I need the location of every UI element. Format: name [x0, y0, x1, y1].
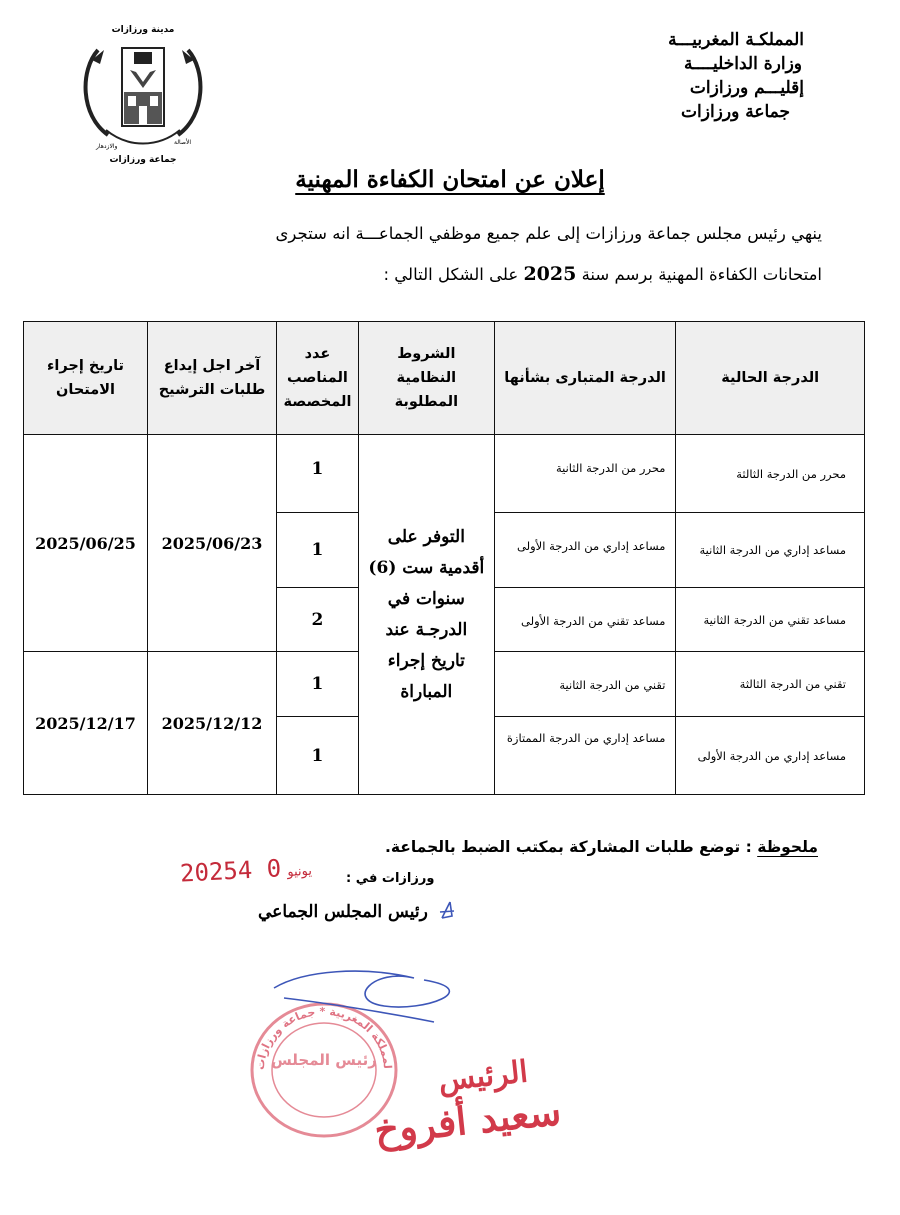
header-conditions: الشروط النظامية المطلوبة — [358, 322, 494, 435]
header-posts: عدد المناصب المخصصة — [276, 322, 358, 435]
target-grade-cell: محرر من الدرجة الثانية — [494, 435, 676, 513]
posts-cell: 1 — [276, 717, 358, 795]
header-target-grade: الدرجة المتبارى بشأنها — [494, 322, 676, 435]
svg-text:المملكة المغربية * جماعة ورزاز: لمملكة المغربية * جماعة ورزازات — [253, 1004, 395, 1071]
initial-mark-icon — [436, 898, 460, 922]
ministry-line: وزارة الداخليــــة — [683, 54, 802, 74]
seal-center-text: رئيس المجلس — [271, 1051, 377, 1069]
deadline-cell: 2025/12/12 — [148, 652, 277, 795]
target-grade-cell: مساعد إداري من الدرجة الأولى — [494, 513, 676, 588]
page-title: إعلان عن امتحان الكفاءة المهنية — [295, 166, 605, 193]
header-exam-date: تاريخ إجراء الامتحان — [24, 322, 148, 435]
current-grade-cell: مساعد تقني من الدرجة الثانية — [676, 587, 865, 652]
current-grade-cell: مساعد إداري من الدرجة الثانية — [676, 513, 865, 588]
table-row — [24, 435, 865, 513]
note-text: : توضع طلبات المشاركة بمكتب الضبط بالجماعة. — [384, 838, 758, 856]
header-deadline: آخر اجل إيداع طلبات الترشيح — [148, 322, 277, 435]
exam-table — [23, 321, 865, 795]
current-grade-cell: مساعد إداري من الدرجة الأولى — [676, 717, 865, 795]
posts-cell: 2 — [276, 587, 358, 652]
logo-top-text: مدينة ورزازات — [111, 25, 175, 35]
current-grade-cell: تقني من الدرجة الثالثة — [676, 652, 865, 717]
intro-line-2: امتحانات الكفاءة المهنية برسم سنة 2025 على الشكل التالي : — [383, 263, 822, 285]
target-grade-cell: مساعد تقني من الدرجة الأولى — [494, 587, 676, 652]
table-header-row — [24, 322, 865, 435]
commune-logo — [78, 20, 208, 170]
signature-place: ورزازات في : — [346, 871, 435, 886]
commune-line: جماعة ورزازات — [681, 102, 790, 122]
target-grade-cell: مساعد إداري من الدرجة الممتازة — [494, 717, 676, 795]
header-current-grade: الدرجة الحالية — [676, 322, 865, 435]
target-grade-cell: تقني من الدرجة الثانية — [494, 652, 676, 717]
exam-year: 2025 — [523, 263, 577, 285]
header-block — [564, 28, 804, 124]
current-grade-cell: محرر من الدرجة الثالثة — [676, 435, 865, 513]
stamp-title: الرئيس — [436, 1054, 530, 1099]
logo-bottom-text: جماعة ورزازات — [109, 155, 177, 165]
logo-right-text: الأصالة — [174, 139, 192, 146]
province-line: إقليـــم ورزازات — [689, 78, 804, 98]
signature-title: رئيس المجلس الجماعي — [258, 902, 428, 922]
exam-date-cell: 2025/12/17 — [24, 652, 148, 795]
deadline-cell: 2025/06/23 — [148, 435, 277, 652]
posts-cell: 1 — [276, 435, 358, 513]
kingdom-line: المملكـة المغربيـــة — [668, 30, 804, 50]
intro-line-1: ينهي رئيس مجلس جماعة ورزازات إلى علم جميع موظفي الجماعـــة انه ستجرى — [275, 224, 822, 243]
note — [385, 838, 818, 856]
exam-date-cell: 2025/06/25 — [24, 435, 148, 652]
conditions-cell: التوفر على أقدمية ست (6) سنوات في الدرجـة عند تاريخ إجراء المباراة — [358, 435, 494, 795]
posts-cell: 1 — [276, 513, 358, 588]
date-stamp: 2025 يونيو0 4 — [179, 854, 313, 888]
logo-left-text: والازدهار — [96, 143, 118, 150]
note-label: ملحوظة — [757, 838, 818, 856]
posts-cell: 1 — [276, 652, 358, 717]
stamp-name: سعيد أفروخ — [372, 1088, 564, 1153]
